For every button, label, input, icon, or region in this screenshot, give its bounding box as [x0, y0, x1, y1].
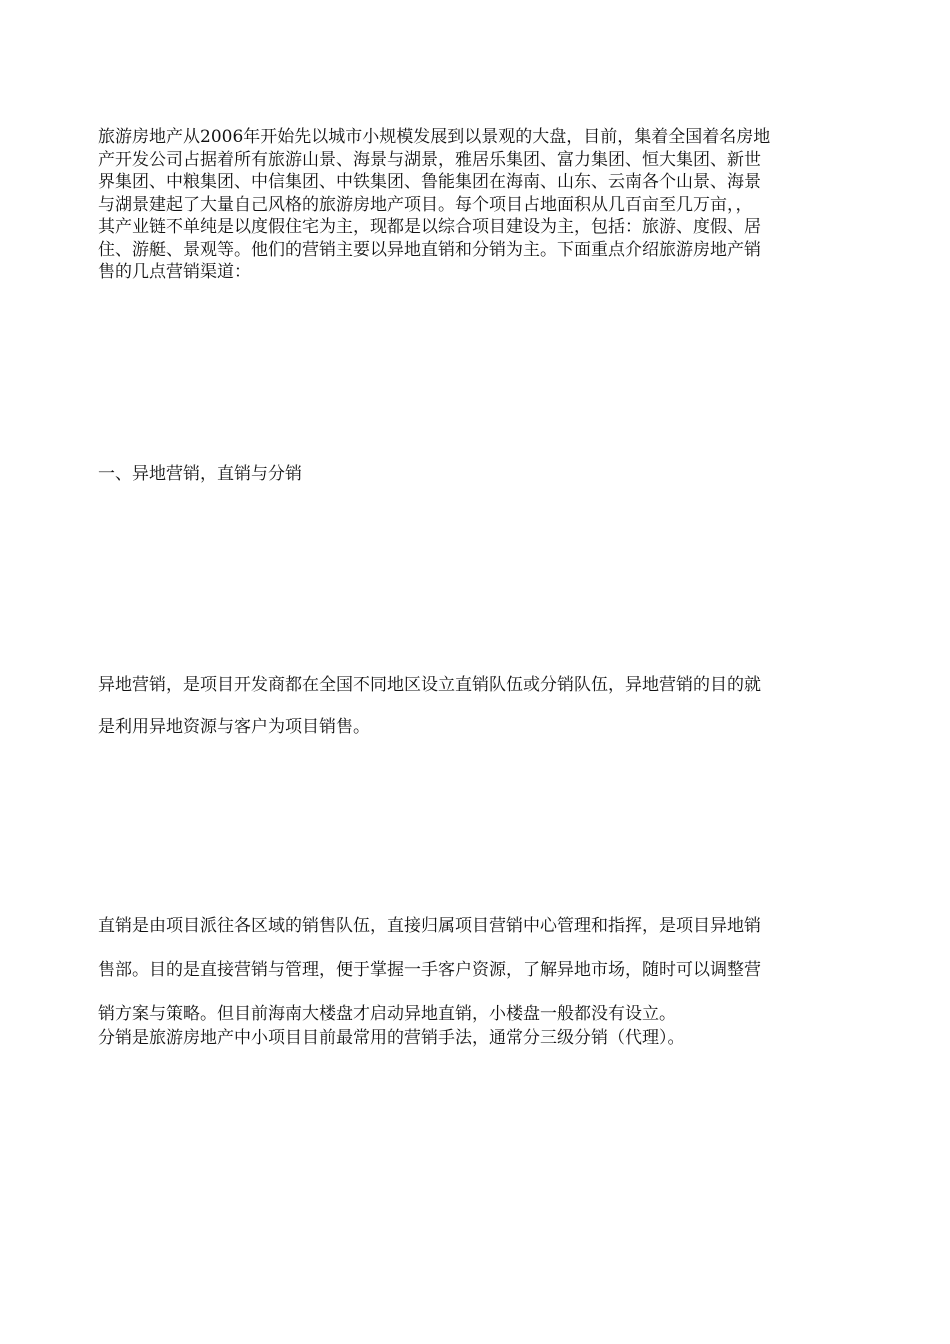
direct-sales-paragraph: 直销是由项目派往各区域的销售队伍，直接归属项目营销中心管理和指挥，是项目异地销 售部。目的是直接营销与管理，便于掌握一手客户资源，了解异地市场，随时可以调整营 销方案与策略。但目前海南大楼盘才启动异地直销，小楼盘一般都没有设立。 — [98, 916, 761, 1024]
intro-paragraph: 旅游房地产从2006年开始先以城市小规模发展到以景观的大盘，目前，集着全国着名房地 产开发公司占据着所有旅游山景、海景与湖景，雅居乐集团、富力集团、恒大集团、新世 界集团、中粮集团、中信集团、中铁集团、鲁能集团在海南、山东、云南各个山景、海景 与湖景建起了大量自己风格的旅游房地产项目。每个项目占地面积从几百亩至几万亩，， 其产业链不单纯是以度假住宅为主，现都是以综合项目建设为主，包括：旅游、度假、居 住、游艇、景观等。他们的营销主要以异地直销和分销为主。下面重点介绍旅游房地产销 售的几点营销渠道： — [98, 127, 771, 282]
section-heading: 一、异地营销，直销与分销 — [98, 464, 302, 484]
remote-marketing-paragraph: 异地营销，是项目开发商都在全国不同地区设立直销队伍或分销队伍，异地营销的目的就 是利用异地资源与客户为项目销售。 — [98, 675, 761, 737]
distribution-paragraph: 分销是旅游房地产中小项目目前最常用的营销手法，通常分三级分销（代理）。 — [98, 1028, 685, 1048]
